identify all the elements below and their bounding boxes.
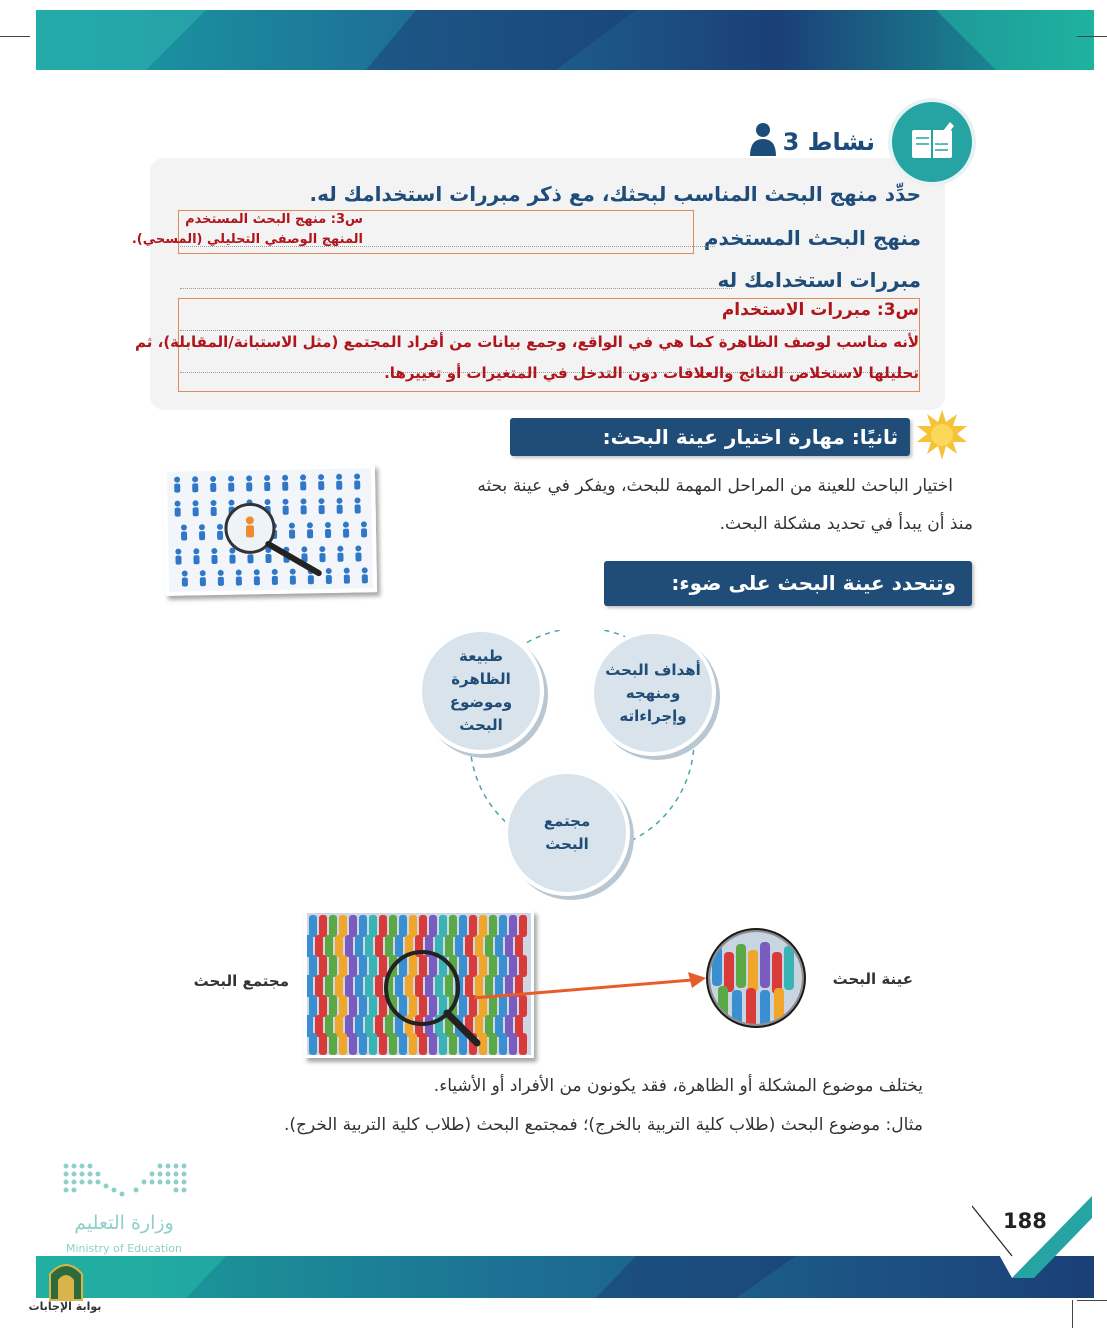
crop-mark [1072,1300,1073,1328]
section2-paragraph-line2: منذ أن يبدأ في تحديد مشكلة البحث. [719,514,973,534]
ministry-name-arabic: وزارة التعليم [74,1212,174,1234]
method-label: منهج البحث المستخدم [703,226,921,250]
section-heading-sample-determined: وتتحدد عينة البحث على ضوء: [604,561,972,606]
justification-label: مبررات استخدامك له [717,268,921,292]
justification-answer-title: س3: مبررات الاستخدام [721,300,919,320]
footer-text-line2: مثال: موضوع البحث (طلاب كلية التربية بالخرج)؛ فمجتمع البحث (طلاب كلية التربية الخرج). [284,1115,923,1135]
sun-icon [915,408,969,462]
answers-portal-logo-icon [44,1254,88,1302]
notebook-pen-icon [892,102,972,182]
section2-paragraph-line1: اختيار الباحث للعينة من المراحل المهمة للبحث، ويفكر في عينة بحثه [477,476,953,496]
sample-caption: عينة البحث [832,970,913,988]
bubble-research-population [504,770,630,896]
activity-title: نشاط 3 [782,128,875,156]
bubble-population-label: مجتمع البحث [543,812,591,853]
activity-icon-circle [892,102,972,182]
person-icon [748,122,778,156]
watermark-text: بوابة الإجابات [28,1300,102,1313]
bubble-research-goals [590,630,716,756]
arrow-icon [470,968,710,1008]
method-answer-title: س3: منهج البحث المستخدم [185,212,363,227]
method-answer: المنهج الوصفي التحليلي (المسحي). [131,232,363,247]
crop-mark [1077,1300,1107,1301]
crowd-magnifier-image [163,464,377,596]
population-caption: مجتمع البحث [193,972,289,990]
justification-dotted-line [180,288,732,289]
top-banner [36,10,1094,70]
crop-mark [0,36,30,37]
bottom-banner [36,1256,1094,1298]
activity-instruction: حدِّد منهج البحث المناسب لبحثك، مع ذكر مبررات استخدامك له. [309,182,921,206]
justification-answer-line1: لأنه مناسب لوصف الظاهرة كما هي في الواقع، وجمع بيانات من أفراد المجتمع (مثل الاستبانة/المقابلة)، ثم [135,333,919,351]
ministry-logo-icon [60,1160,190,1204]
sample-lens-image [704,926,808,1030]
bubble-nature-label: طبيعة الظاهرة وموضوع البحث [449,647,513,734]
justification-dotted-line-2 [180,330,916,331]
section-heading-sample-skill: ثانيًا: مهارة اختيار عينة البحث: [510,418,910,456]
bubble-goals-label: أهداف البحث ومنهجه وإجراءاته [605,660,701,725]
page-number: 188 [1003,1209,1047,1233]
footer-text-line1: يختلف موضوع المشكلة أو الظاهرة، فقد يكونون من الأفراد أو الأشياء. [433,1076,923,1096]
ministry-name-english: Ministry of Education [65,1242,182,1255]
bubble-nature-of-phenomenon [418,628,544,754]
justification-answer-line2: تحليلها لاستخلاص النتائج والعلاقات دون التدخل في المتغيرات أو تغييرها. [384,364,919,382]
crop-mark [1077,36,1107,37]
